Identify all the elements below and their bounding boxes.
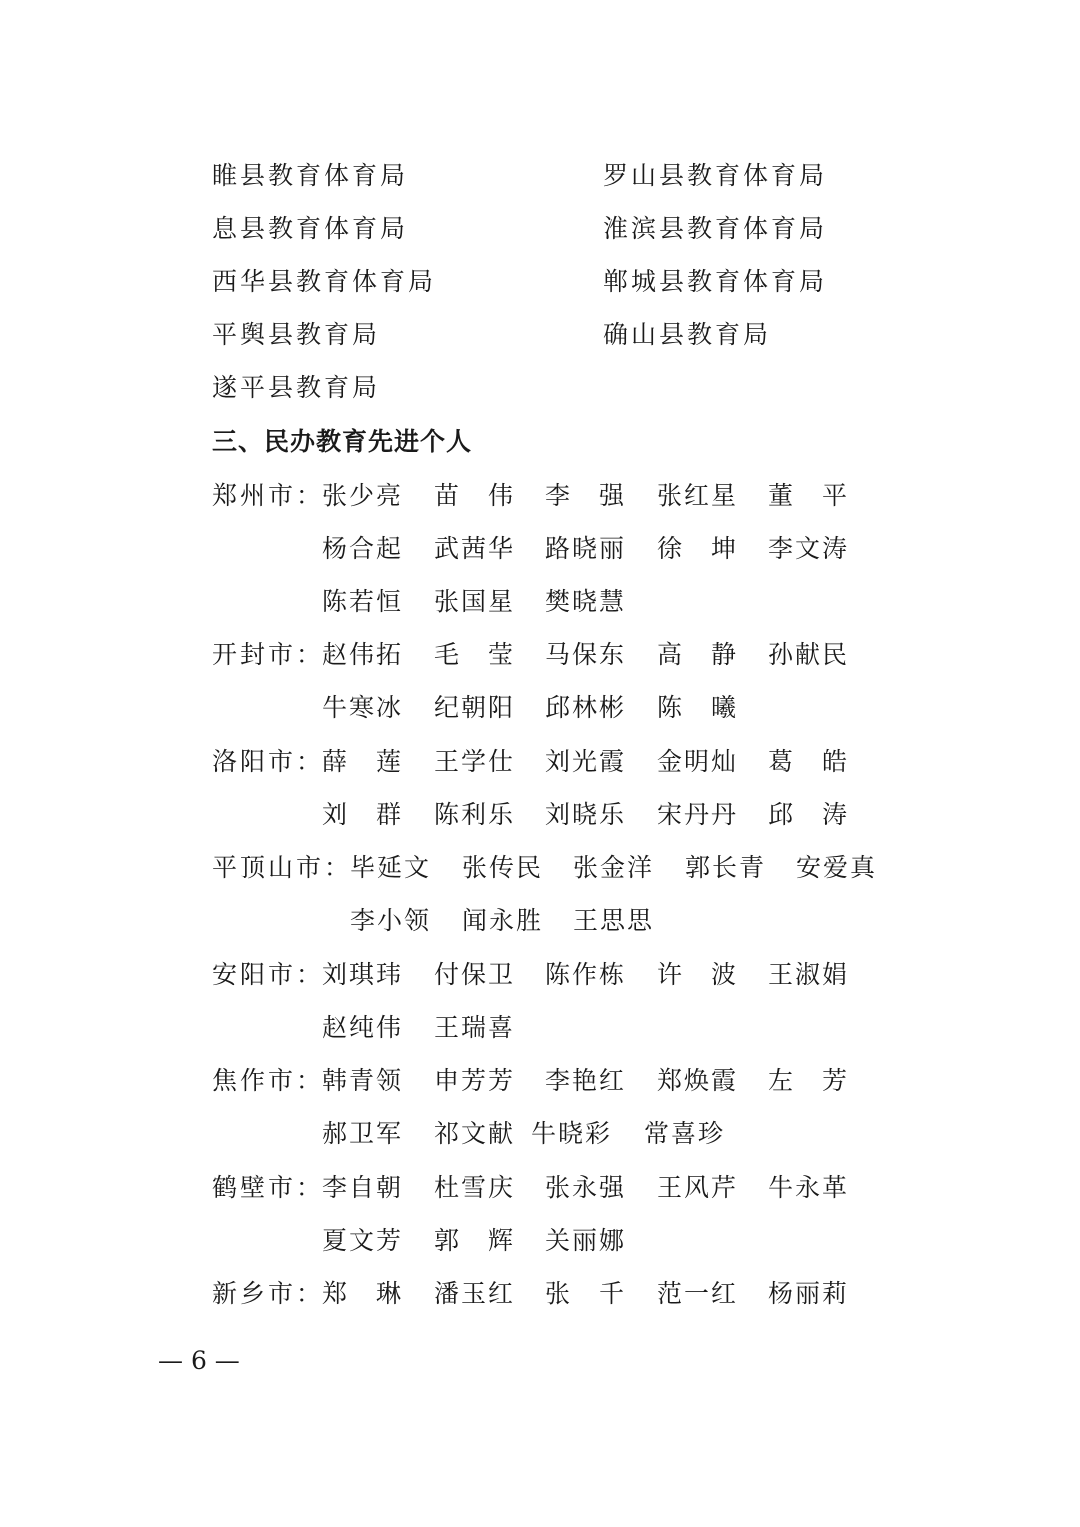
person-name: 刘晓乐: [545, 800, 627, 829]
person-name: 高 静: [657, 640, 739, 669]
person-name: 杜雪庆: [434, 1173, 516, 1202]
person-name: 左 芳: [768, 1066, 850, 1095]
person-name: 安爱真: [796, 853, 878, 882]
person-name: 韩青领: [322, 1066, 404, 1095]
person-name: 路晓丽: [545, 534, 627, 563]
city-label: 开封市：: [212, 640, 325, 669]
person-name: 张少亮: [322, 481, 404, 510]
person-name: 李文涛: [768, 534, 850, 563]
person-name: 徐 坤: [657, 534, 739, 563]
person-name: 陈作栋: [545, 960, 627, 989]
person-name: 金明灿: [657, 747, 739, 776]
person-name: 杨丽莉: [768, 1279, 850, 1308]
person-name: 陈利乐: [434, 800, 516, 829]
city-label: 鹤壁市：: [212, 1173, 325, 1202]
person-name: 武茜华: [434, 534, 516, 563]
person-name: 王瑞喜: [434, 1013, 516, 1042]
person-name: 董 平: [768, 481, 850, 510]
person-name: 郭 辉: [434, 1226, 516, 1255]
person-name: 邱 涛: [768, 800, 850, 829]
person-name: 李艳红: [545, 1066, 627, 1095]
person-name: 付保卫: [434, 960, 516, 989]
person-name: 王思思: [573, 906, 655, 935]
person-name: 李小领: [350, 906, 432, 935]
person-name: 李 强: [545, 481, 627, 510]
person-name: 马保东: [545, 640, 627, 669]
person-name: 纪朝阳: [434, 693, 516, 722]
person-name: 葛 皓: [768, 747, 850, 776]
person-name: 申芳芳: [434, 1066, 516, 1095]
person-name: 祁文献: [434, 1119, 516, 1148]
bureau-left-2: 息县教育体育局: [212, 214, 409, 243]
person-name: 孙献民: [768, 640, 850, 669]
person-name: 王淑娟: [768, 960, 850, 989]
bureau-left-4: 平舆县教育局: [212, 320, 381, 349]
person-name: 潘玉红: [434, 1279, 516, 1308]
person-name: 张红星: [657, 481, 739, 510]
person-name: 毕延文: [350, 853, 432, 882]
person-name: 杨合起: [322, 534, 404, 563]
person-name: 许 波: [657, 960, 739, 989]
person-name: 宋丹丹: [657, 800, 739, 829]
bureau-right-3: 郸城县教育体育局: [603, 267, 828, 296]
section-heading: 三、民办教育先进个人: [212, 427, 473, 456]
person-name: 郝卫军: [322, 1119, 404, 1148]
person-name: 郭长青: [685, 853, 767, 882]
city-label: 洛阳市：: [212, 747, 325, 776]
person-name: 苗 伟: [434, 481, 516, 510]
person-name: 郑焕霞: [657, 1066, 739, 1095]
person-name: 张国星: [434, 587, 516, 616]
person-name: 毛 莹: [434, 640, 516, 669]
person-name: 张传民: [462, 853, 544, 882]
person-name: 王学仕: [434, 747, 516, 776]
person-name: 刘琪玮: [322, 960, 404, 989]
person-name: 陈若恒: [322, 587, 404, 616]
person-name: 邱林彬: [545, 693, 627, 722]
person-name: 王风芹: [657, 1173, 739, 1202]
person-name: 樊晓慧: [545, 587, 627, 616]
person-name: 刘光霞: [545, 747, 627, 776]
person-name: 赵纯伟: [322, 1013, 404, 1042]
city-label: 郑州市：: [212, 481, 325, 510]
person-name: 牛晓彩: [531, 1119, 613, 1148]
bureau-left-3: 西华县教育体育局: [212, 267, 437, 296]
person-name: 牛永革: [768, 1173, 850, 1202]
person-name: 关丽娜: [545, 1226, 627, 1255]
person-name: 张永强: [545, 1173, 627, 1202]
city-label: 焦作市：: [212, 1066, 325, 1095]
city-label: 新乡市：: [212, 1279, 325, 1308]
person-name: 闻永胜: [462, 906, 544, 935]
city-label: 平顶山市：: [212, 853, 353, 882]
person-name: 郑 琳: [322, 1279, 404, 1308]
bureau-right-2: 淮滨县教育体育局: [603, 214, 828, 243]
person-name: 夏文芳: [322, 1226, 404, 1255]
person-name: 刘 群: [322, 800, 404, 829]
person-name: 陈 曦: [657, 693, 739, 722]
bureau-right-4: 确山县教育局: [603, 320, 772, 349]
person-name: 张 千: [545, 1279, 627, 1308]
city-label: 安阳市：: [212, 960, 325, 989]
bureau-left-1: 睢县教育体育局: [212, 161, 409, 190]
bureau-left-5: 遂平县教育局: [212, 373, 381, 402]
person-name: 薛 莲: [322, 747, 404, 776]
person-name: 张金洋: [573, 853, 655, 882]
page-number: — 6 —: [158, 1346, 240, 1375]
person-name: 赵伟拓: [322, 640, 404, 669]
bureau-right-1: 罗山县教育体育局: [603, 161, 828, 190]
person-name: 常喜珍: [644, 1119, 726, 1148]
person-name: 李自朝: [322, 1173, 404, 1202]
person-name: 范一红: [657, 1279, 739, 1308]
person-name: 牛寒冰: [322, 693, 404, 722]
